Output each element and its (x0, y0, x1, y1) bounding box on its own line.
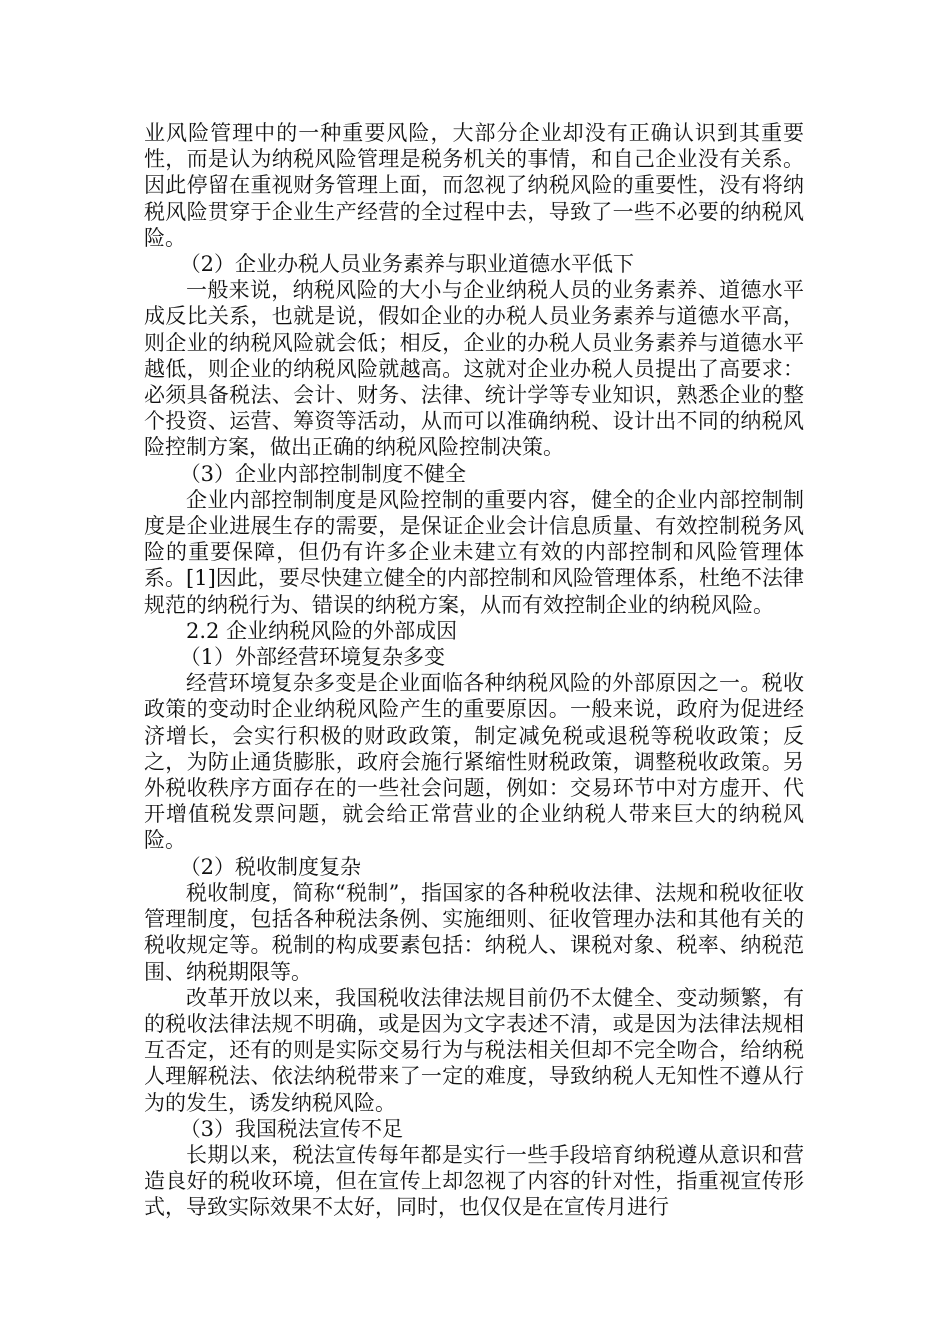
paragraph-tax-publicity: 长期以来，税法宣传每年都是实行一些手段培育纳税遵从意识和营造良好的税收环境，但在宣传上却忽视了内容的针对性，指重视宣传形式，导致实际效果不太好，同时，也仅仅是在宣传月进行 (144, 1142, 804, 1220)
paragraph-continuation: 业风险管理中的一种重要风险，大部分企业却没有正确认识到其重要性，而是认为纳税风险管理是税务机关的事情，和自己企业没有关系。因此停留在重视财务管理上面，而忽视了纳税风险的重要性，没有将纳税风险贯穿于企业生产经营的全过程中去，导致了一些不必要的纳税风险。 (144, 121, 804, 250)
subheading-staff-quality: （2）企业办税人员业务素养与职业道德水平低下 (179, 252, 635, 277)
subheading-tax-publicity: （3）我国税法宣传不足 (179, 1116, 404, 1141)
subheading-tax-system: （2）税收制度复杂 (179, 854, 362, 879)
paragraph-tax-system-definition: 税收制度，简称“税制”，指国家的各种税收法律、法规和税收征收管理制度，包括各种税法条例、实施细则、征收管理办法和其他有关的税收规定等。税制的构成要素包括：纳税人、课税对象、税率、纳税范围、纳税期限等。 (144, 880, 804, 984)
body-text (144, 120, 804, 1221)
paragraph-internal-control: 企业内部控制制度是风险控制的重要内容，健全的企业内部控制制度是企业进展生存的需要，是保证企业会计信息质量、有效控制税务风险的重要保障，但仍有许多企业未建立有效的内部控制和风险管理体系。[1]因此，要尽快建立健全的内部控制和风险管理体系，杜绝不法律规范的纳税行为、错误的纳税方案，从而有效控制企业的纳税风险。 (144, 487, 804, 617)
paragraph-business-environment: 经营环境复杂多变是企业面临各种纳税风险的外部原因之一。税收政策的变动时企业纳税风险产生的重要原因。一般来说，政府为促进经济增长，会实行积极的财政政策，制定减免税或退税等税收政策；反之，为防止通货膨胀，政府会施行紧缩性财税政策，调整税收政策。另外税收秩序方面存在的一些社会问题，例如：交易环节中对方虚开、代开增值税发票问题，就会给正常营业的企业纳税人带来巨大的纳税风险。 (144, 671, 804, 853)
subheading-business-environment: （1）外部经营环境复杂多变 (179, 645, 446, 670)
paragraph-staff-quality: 一般来说，纳税风险的大小与企业纳税人员的业务素养、道德水平成反比关系，也就是说，假如企业的办税人员业务素养与道德水平高，则企业的纳税风险就会低；相反，企业的办税人员业务素养与道德水平越低，则企业的纳税风险就越高。这就对企业办税人员提出了高要求：必须具备税法、会计、财务、法律、统计学等专业知识，熟悉企业的整个投资、运营、筹资等活动，从而可以准确纳税、设计出不同的纳税风险控制方案，做出正确的纳税风险控制决策。 (144, 278, 804, 460)
paragraph-tax-system-reform: 改革开放以来，我国税收法律法规目前仍不太健全、变动频繁，有的税收法律法规不明确，或是因为文字表述不清，或是因为法律法规相互否定，还有的则是实际交易行为与税法相关但却不完全吻合，给纳税人理解税法、依法纳税带来了一定的难度，导致纳税人无知性不遵从行为的发生，诱发纳税风险。 (144, 985, 804, 1115)
section-heading-external-causes: 2.2 企业纳税风险的外部成因 (186, 618, 458, 643)
subheading-internal-control: （3）企业内部控制制度不健全 (179, 461, 467, 486)
